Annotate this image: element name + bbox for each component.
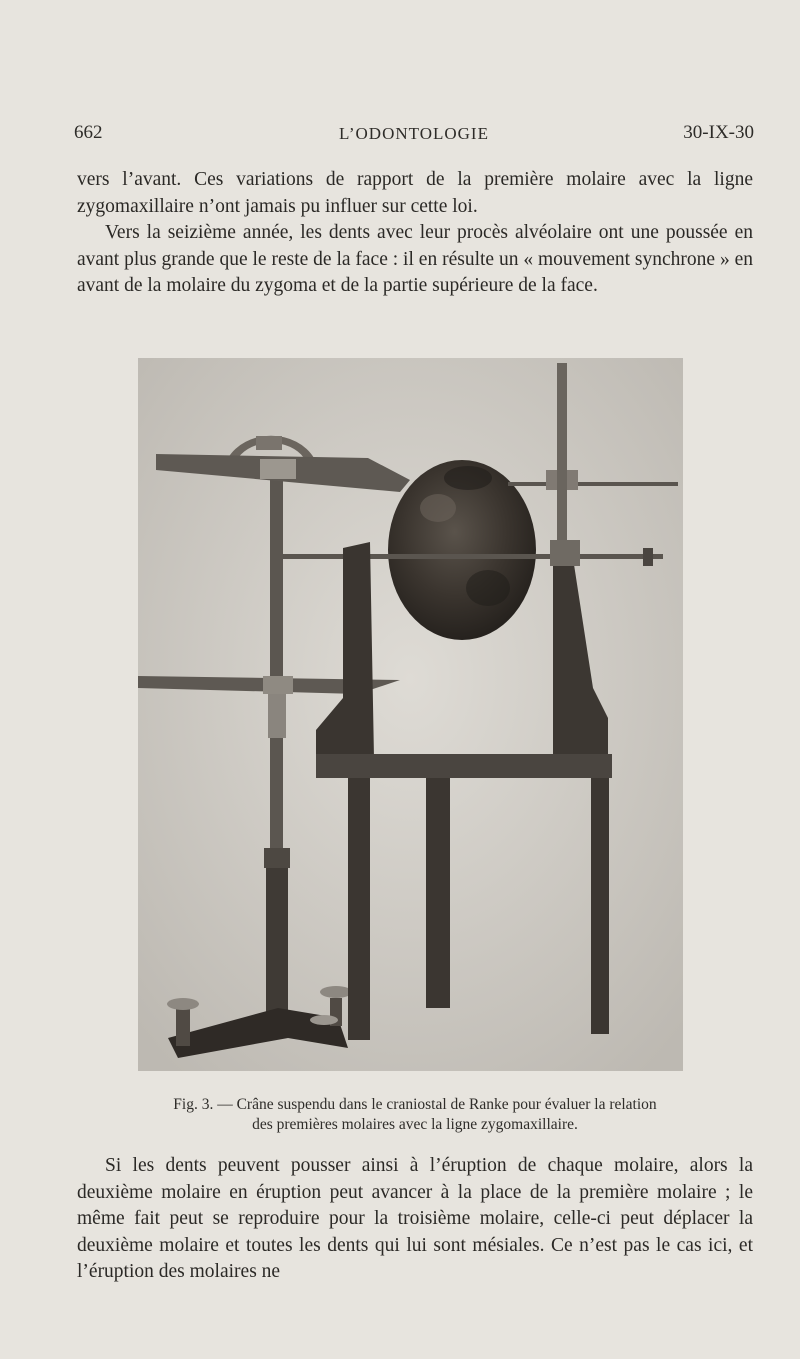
skull [388, 460, 536, 640]
paragraph-bottom [77, 1153, 753, 1286]
page-header [74, 122, 754, 152]
figure-caption [70, 1095, 760, 1135]
craniostat-photo [138, 358, 683, 1071]
paragraph-top [77, 167, 753, 300]
paragraph-continued: vers l’avant. Ces variations de rapport de la première molaire avec la ligne zygomaxillaire n’ont jamais pu influer sur cette loi. [77, 169, 753, 217]
figure-photograph [138, 358, 683, 1071]
paragraph-si-les-dents: Si les dents peuvent pousser ainsi à l’éruption de chaque molaire, alors la deuxième molaire en éruption peut avancer à la place de la première molaire ; le même fait peut se reproduire pour la troisième molaire, celle-ci peut déplacer la deuxième molaire et toutes les dents qui lui sont mésiales. Ce n’est pas le cas ici, et l’éruption des molaires ne [77, 1155, 753, 1282]
paragraph-seizieme: Vers la seizième année, les dents avec leur procès alvéolaire ont une poussée en avant plus grande que le reste de la face : il en résulte un « mouvement synchrone » en avant de la molaire du zygoma et de la partie supérieure de la face. [77, 222, 753, 296]
page-number: 662 [74, 122, 103, 143]
caption-line-2: des premières molaires avec la ligne zygomaxillaire. [252, 1116, 578, 1133]
running-title: L’ODONTOLOGIE [339, 124, 489, 143]
issue-date: 30-IX-30 [683, 122, 754, 143]
caption-line-1: Fig. 3. — Crâne suspendu dans le craniostal de Ranke pour évaluer la relation [173, 1096, 657, 1113]
